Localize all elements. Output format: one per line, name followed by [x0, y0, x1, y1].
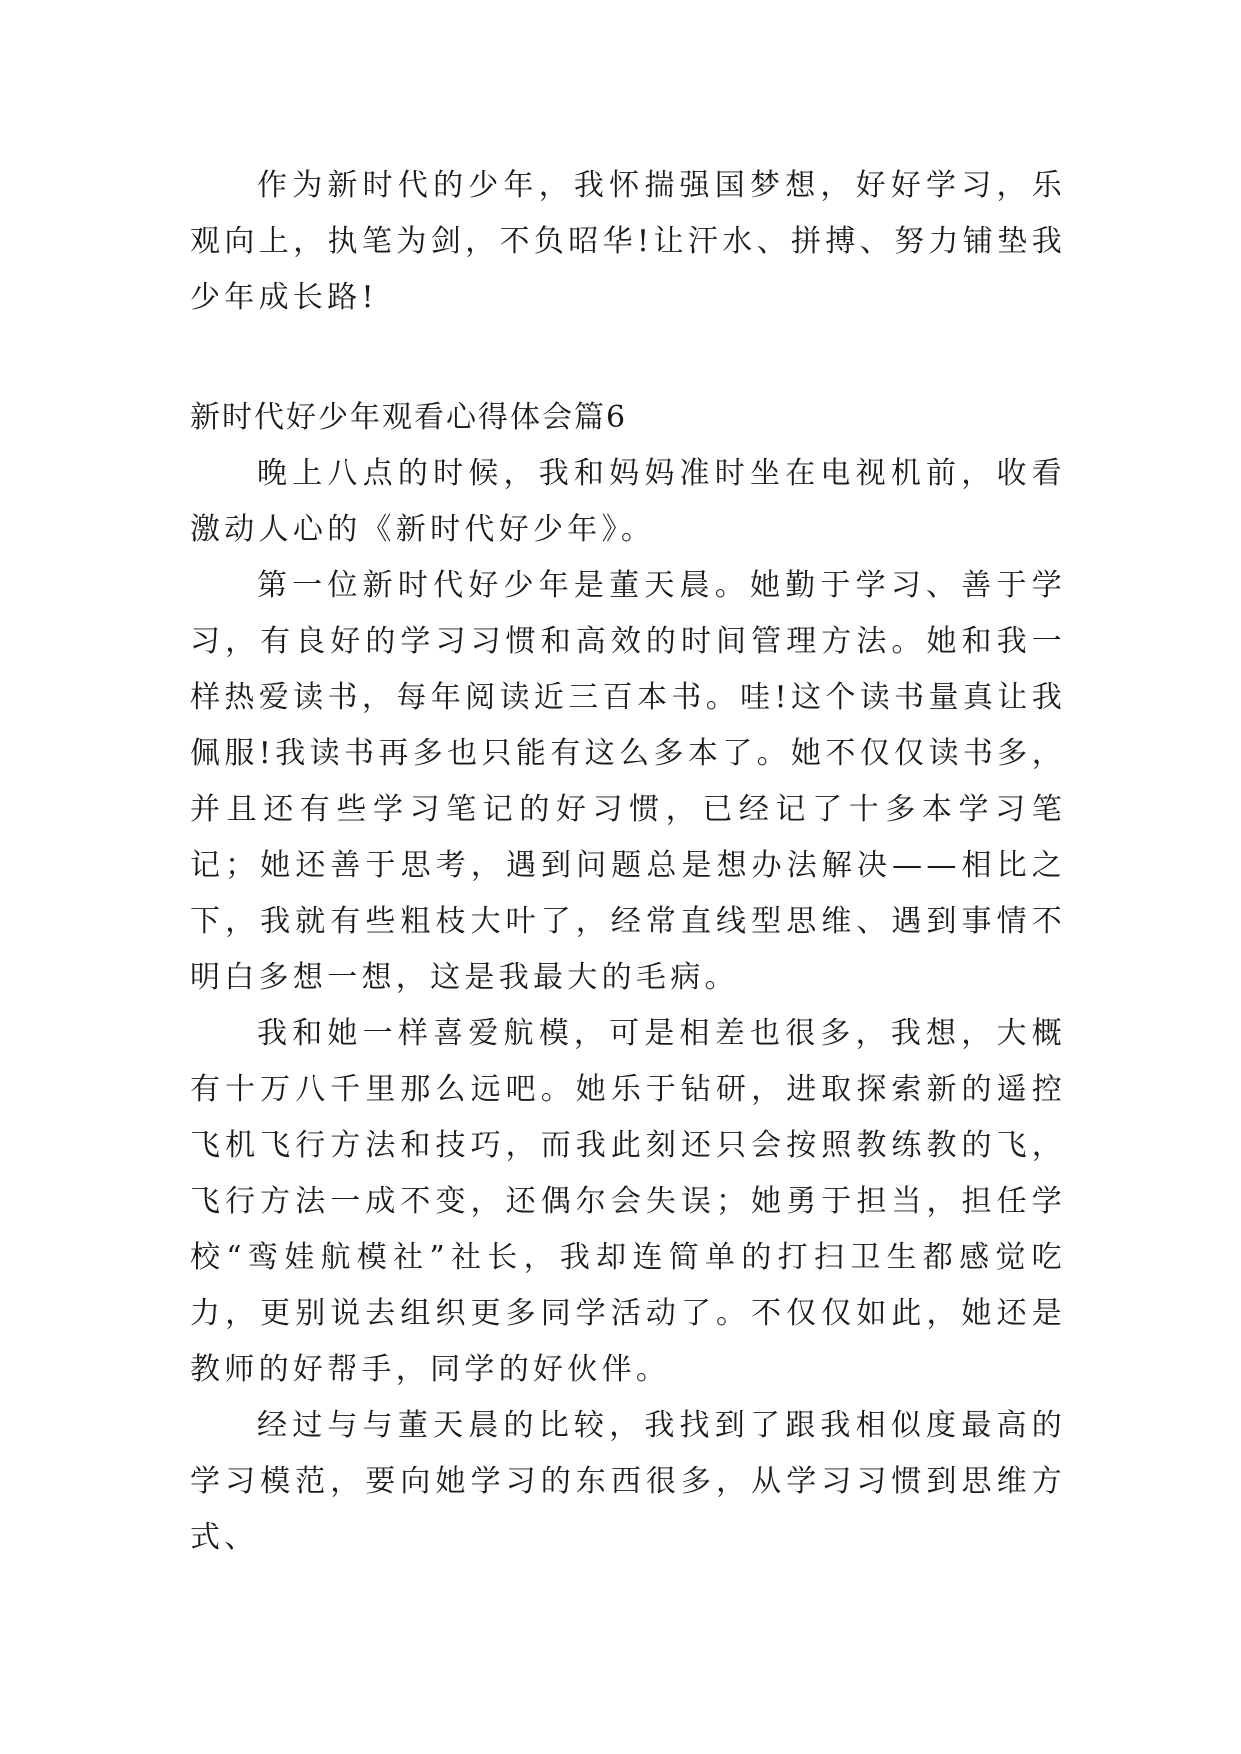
paragraph: 晚上八点的时候，我和妈妈准时坐在电视机前，收看激动人心的《新时代好少年》。	[190, 456, 1066, 547]
paragraph: 我和她一样喜爱航模，可是相差也很多，我想，大概有十万八千里那么远吧。她乐于钻研，进取探索新的遥控飞机飞行方法和技巧，而我此刻还只会按照教练教的飞，飞行方法一成不变，还偶尔会失误；她勇于担当，担任学校“鸾娃航模社”社长，我却连简单的打扫卫生都感觉吃力，更别说去组织更多同学活动了。不仅仅如此，她还是教师的好帮手，同学的好伙伴。	[190, 1016, 1066, 1387]
document-body	[190, 158, 1066, 1566]
paragraph: 第一位新时代好少年是董天晨。她勤于学习、善于学习，有良好的学习习惯和高效的时间管理方法。她和我一样热爱读书，每年阅读近三百本书。哇!这个读书量真让我佩服!我读书再多也只能有这么多本了。她不仅仅读书多，并且还有些学习笔记的好习惯，已经记了十多本学习笔记；她还善于思考，遇到问题总是想办法解决——相比之下，我就有些粗枝大叶了，经常直线型思维、遇到事情不明白多想一想，这是我最大的毛病。	[190, 568, 1066, 995]
paragraph: 经过与与董天晨的比较，我找到了跟我相似度最高的学习模范，要向她学习的东西很多，从学习习惯到思维方式、	[190, 1408, 1066, 1555]
section-heading: 新时代好少年观看心得体会篇6	[190, 400, 628, 435]
paragraph: 作为新时代的少年，我怀揣强国梦想，好好学习，乐观向上，执笔为剑，不负昭华!让汗水、拼搏、努力铺垫我少年成长路!	[190, 168, 1066, 315]
